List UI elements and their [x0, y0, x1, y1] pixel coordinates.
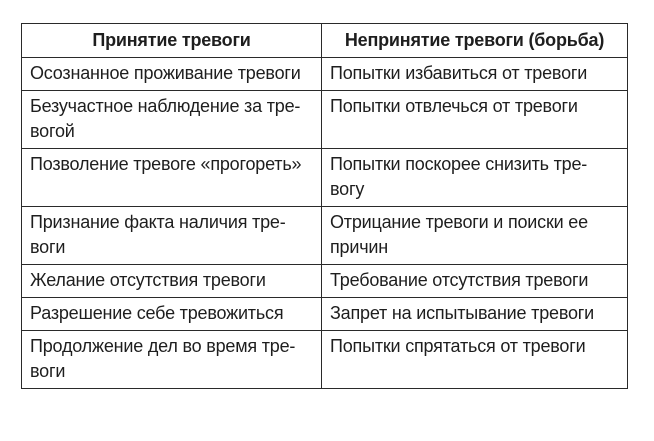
table-row [22, 207, 628, 265]
cell-text: Попытки поскорее снизить тре- вогу [330, 154, 588, 199]
cell-text: Отрицание тревоги и поиски ее причин [330, 212, 588, 257]
cell-text: Попытки отвлечься от тревоги [330, 96, 578, 116]
cell-text: Признание факта наличия тре- воги [30, 212, 286, 257]
cell-text: Запрет на испытывание тревоги [330, 303, 595, 323]
cell-text: Попытки избавиться от тревоги [330, 63, 588, 83]
cell-text: Осознанное проживание тревоги [30, 63, 301, 83]
table-cell [322, 331, 628, 389]
header-non-acceptance: Непринятие тревоги (борьба) [322, 24, 628, 58]
table-header-row [22, 24, 628, 58]
table-cell [322, 58, 628, 91]
table-cell [22, 265, 322, 298]
table-row [22, 298, 628, 331]
table-cell [22, 331, 322, 389]
cell-text: Желание отсутствия тревоги [30, 270, 266, 290]
table-cell [322, 265, 628, 298]
table-cell [22, 207, 322, 265]
table-cell [322, 207, 628, 265]
cell-text: Попытки спрятаться от тревоги [330, 336, 586, 356]
cell-text: Безучастное наблюдение за тре- вогой [30, 96, 301, 141]
table-cell [22, 298, 322, 331]
comparison-table [21, 23, 628, 389]
table-cell [322, 298, 628, 331]
table-cell [22, 149, 322, 207]
table-cell [22, 91, 322, 149]
table-row [22, 265, 628, 298]
table-cell [322, 149, 628, 207]
cell-text: Требование отсутствия тревоги [330, 270, 589, 290]
table-row [22, 331, 628, 389]
table-row [22, 149, 628, 207]
table-row [22, 91, 628, 149]
table-cell [322, 91, 628, 149]
cell-text: Продолжение дел во время тре- воги [30, 336, 296, 381]
cell-text: Позволение тревоге «прогореть» [30, 154, 302, 174]
header-acceptance: Принятие тревоги [22, 24, 322, 58]
table-cell [22, 58, 322, 91]
table-row [22, 58, 628, 91]
cell-text: Разрешение себе тревожиться [30, 303, 284, 323]
